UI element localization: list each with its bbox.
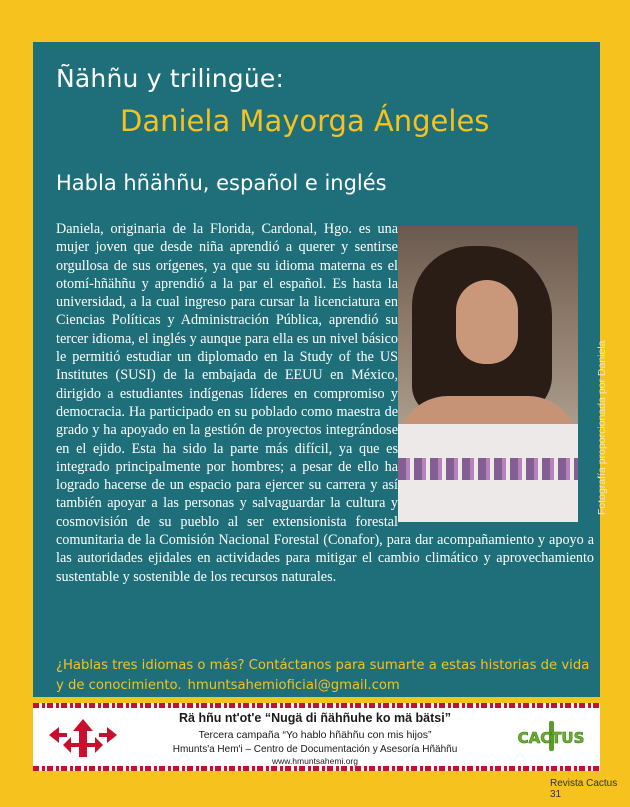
footer-banner [33,703,600,771]
photo-credit: Fotografía proporcionada por Daniela [596,340,608,515]
article-subtitle: Habla hñähñu, español e inglés [56,171,387,195]
article-title-name: Daniela Mayorga Ángeles [120,104,490,138]
embroidery-border-top [33,703,600,708]
footer-slogan: Rä hñu nt'ot'e “Nugä di ñähñuhe ko mä bätsi” [179,711,451,725]
cta-text: ¿Hablas tres idiomas o más? Contáctanos para sumarte a estas historias de vida y de conocimiento. [56,658,590,693]
page-number: Revista Cactus 31 [550,778,618,800]
footer-campaign: Tercera campaña “Yo hablo hñähñu con mis hijos” [198,729,432,741]
portrait-photo [398,226,578,522]
article-supertitle: Ñähñu y trilingüe: [56,64,285,93]
call-to-action [56,656,596,696]
contact-email-link[interactable]: hmuntsahemioficial@gmail.com [187,678,400,693]
footer-website-link[interactable]: www.hmuntsahemi.org [272,756,358,766]
article-body: Daniela, originaria de la Florida, Cardonal, Hgo. es una mujer joven que desde niña aprendió a querer y sentirse orgullosa de sus orígenes, ya que su idioma materna es el otomí-hñähñu y aprendió a la par el español. Es hasta la universidad, a la cual ingreso para cursar la licenciatura en Ciencias Políticas y Administración Pública, aprendió su tercer idioma, el inglés y aunque para ella es un nivel básico le permitió estudiar un diplomado en la Study of the US Institutes (SUSI) de la embajada de EEUU en México, dirigido a estudiantes indígenas líderes en compromiso y democracia. Ha participado en su poblado como maestra de grado y ha apoyado en la gestión de proyectos integrándose en el ejido. Esta ha sido la parte más difícil, ya que es integrado principalmente por hombres; a pesar de ello ha logrado hacerse de un espacio para ejercer su carrera y así también apoyar a las personas y salvaguardar la cultura y cosmovisión de su pueblo al ser extensionista forestal comunitaria de la Comisión Nacional Forestal (Conafor), para dar acompañamiento y apoyo a las autoridades ejidales en actividades para mitigar el cambio climático y aprovechamiento sustentable y sostenible de los recursos naturales. [56,221,594,585]
photo-embroidery-pattern [398,458,578,480]
footer-organization: Hmunts'a Hem'i – Centro de Documentación y Asesoría Hñähñu [172,744,458,755]
photo-face-shape [456,280,518,364]
cactus-logo-icon [513,717,589,757]
embroidery-border-bottom [33,766,600,771]
cactus-logo-text: CACTUS [517,729,585,747]
hmuntsahemi-logo-icon [43,713,123,763]
